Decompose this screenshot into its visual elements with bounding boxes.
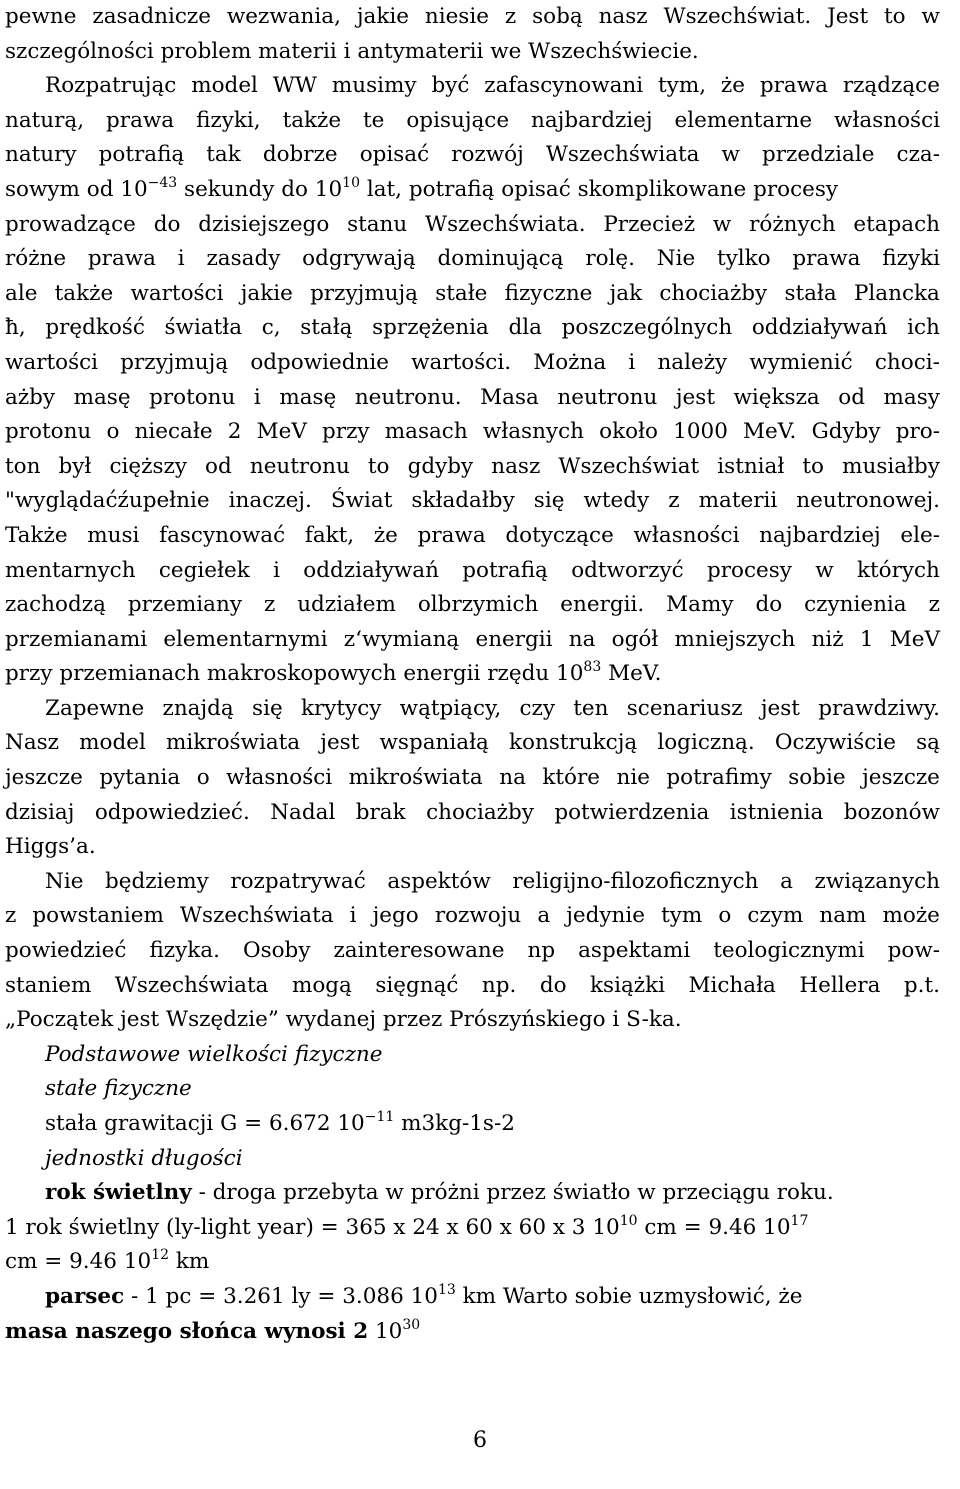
text-run: cm = 9.46 10	[637, 1214, 791, 1240]
text-run: przy przemianach makroskopowych energii rzędu 10	[5, 661, 584, 687]
text-line: powiedzieć fizyka. Osoby zainteresowane np aspektami teologicznymi pow-	[5, 938, 940, 964]
text-line: wartości przyjmują odpowiednie wartości. Można i należy wymienić choci-	[5, 349, 940, 375]
text-run: MeV.	[601, 661, 662, 687]
text-line: ħ, prędkość światła c, stałą sprzężenia dla poszczególnych oddziaływań ich	[5, 315, 940, 341]
text-run: 10	[368, 1318, 403, 1344]
text-line: ażby masę protonu i masę neutronu. Masa neutronu jest większa od masy	[5, 384, 940, 410]
subsection-heading: jednostki długości	[45, 1145, 243, 1171]
text-line: Zapewne znajdą się krytycy wątpiący, czy ten scenariusz jest prawdziwy.	[45, 695, 940, 721]
text-line: natury potrafią tak dobrze opisać rozwój Wszechświata w przedziale cza-	[5, 142, 940, 168]
superscript: 13	[437, 1281, 456, 1298]
text-line	[5, 1107, 940, 1142]
text-run: km	[169, 1249, 210, 1275]
text-run: - droga przebyta w próżni przez światło w przeciągu roku.	[191, 1180, 834, 1206]
subsection-heading: stałe fizyczne	[45, 1076, 192, 1102]
text-line: różne prawa i zasady odgrywają dominującą rolę. Nie tylko prawa fizyki	[5, 246, 940, 272]
text-line	[5, 173, 940, 208]
text-run: cm = 9.46 10	[5, 1249, 152, 1275]
text-line	[5, 1315, 940, 1350]
text-line: szczególności problem materii i antymaterii we Wszechświecie.	[5, 38, 699, 64]
text-line: Nie będziemy rozpatrywać aspektów religijno-filozoficznych a związanych	[45, 868, 940, 894]
superscript: −11	[364, 1109, 395, 1125]
text-run: m3kg-1s-2	[394, 1111, 515, 1136]
superscript: 30	[402, 1316, 421, 1333]
text-line	[5, 1280, 940, 1315]
text-line: prowadzące do dzisiejszego stanu Wszechświata. Przecież w różnych etapach	[5, 211, 940, 237]
superscript: 10	[619, 1212, 638, 1229]
text-line	[5, 657, 940, 692]
text-line: jeszcze pytania o własności mikroświata na które nie potrafimy sobie jeszcze	[5, 765, 940, 791]
text-line: z powstaniem Wszechświata i jego rozwoju a jedynie tym o czym nam może	[5, 903, 940, 929]
term-bold: masa naszego słońca wynosi 2	[5, 1318, 369, 1344]
text-line: Higgs’a.	[5, 834, 96, 860]
text-line: staniem Wszechświata mogą sięgnąć np. do książki Michała Hellera p.t.	[5, 972, 940, 998]
text-line: naturą, prawa fizyki, także te opisujące najbardziej elementarne własności	[5, 107, 940, 133]
text-line: Także musi fascynować fakt, że prawa dotyczące własności najbardziej ele-	[5, 522, 940, 548]
text-run: lat, potrafią opisać skomplikowane procesy	[360, 176, 839, 202]
superscript: 12	[151, 1247, 170, 1264]
text-line	[5, 1176, 940, 1211]
text-run: sowym od 10	[5, 176, 148, 202]
text-line: ton był cięższy od neutronu to gdyby nasz Wszechświat istniał to musiałby	[5, 453, 940, 479]
text-run: 1 rok świetlny (ly-light year) = 365 x 24 x 60 x 60 x 3 10	[5, 1214, 620, 1240]
superscript: 17	[790, 1212, 809, 1229]
text-line: „Początek jest Wszędzie” wydanej przez Prószyńskiego i S-ka.	[5, 1007, 682, 1033]
text-line	[5, 1211, 940, 1246]
term-bold: parsec	[45, 1283, 125, 1309]
text-line: zachodzą przemiany z udziałem olbrzymich energii. Mamy do czynienia z	[5, 592, 940, 618]
text-run: - 1 pc = 3.261 ly = 3.086 10	[124, 1283, 438, 1309]
page-number: 6	[473, 1428, 487, 1453]
text-line: dzisiaj odpowiedzieć. Nadal brak chociażby potwierdzenia istnienia bozonów	[5, 799, 940, 825]
section-heading: Podstawowe wielkości fizyczne	[45, 1041, 383, 1067]
text-run: km Warto sobie uzmysłowić, że	[455, 1283, 803, 1309]
superscript: 10	[342, 174, 360, 191]
text-line: "wyglądaćźupełnie inaczej. Świat składałby się wtedy z materii neutronowej.	[5, 488, 940, 514]
text-line: protonu o niecałe 2 MeV przy masach własnych około 1000 MeV. Gdyby pro-	[5, 419, 940, 445]
text-run: stała grawitacji G = 6.672 10	[45, 1111, 365, 1136]
text-line: ale także wartości jakie przyjmują stałe fizyczne jak chociażby stała Plancka	[5, 280, 940, 306]
text-line: Nasz model mikroświata jest wspaniałą konstrukcją logiczną. Oczywiście są	[5, 730, 940, 756]
document-body	[5, 0, 940, 1349]
text-run: sekundy do 10	[177, 176, 343, 202]
text-line: przemianami elementarnymi z‘wymianą energii na ogół mniejszych niż 1 MeV	[5, 626, 940, 652]
term-bold: rok świetlny	[45, 1180, 192, 1206]
superscript: −43	[147, 174, 178, 191]
text-line: mentarnych cegiełek i oddziaływań potrafią odtworzyć procesy w których	[5, 557, 940, 583]
text-line: pewne zasadnicze wezwania, jakie niesie z sobą nasz Wszechświat. Jest to w	[5, 4, 940, 29]
text-line: Rozpatrując model WW musimy być zafascynowani tym, że prawa rządzące	[45, 73, 940, 99]
text-line	[5, 1245, 940, 1280]
superscript: 83	[583, 659, 602, 676]
